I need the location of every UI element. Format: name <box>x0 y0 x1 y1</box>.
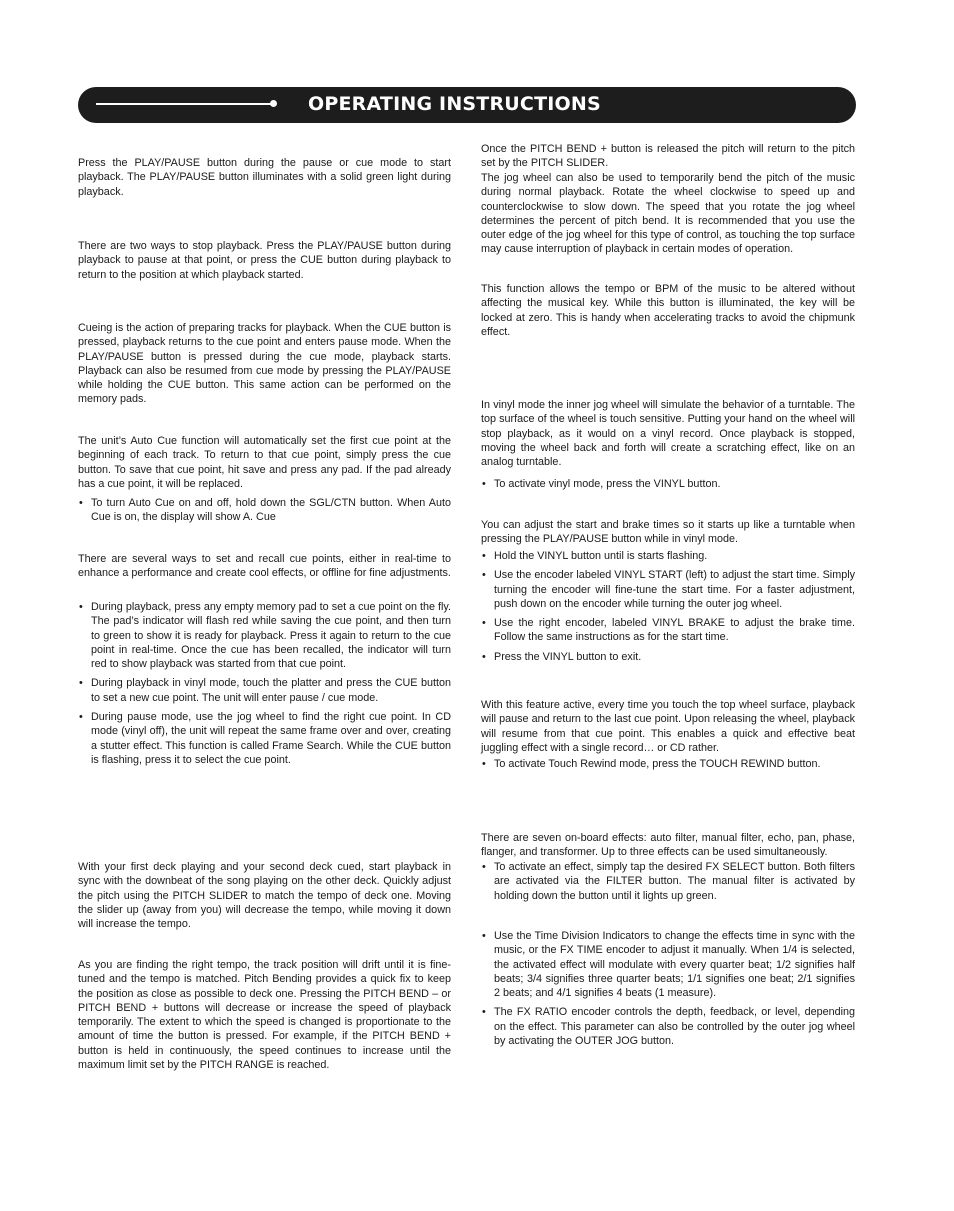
list-item: • Hold the VINYL button until is starts flashing. <box>481 549 855 563</box>
list-item: • The FX RATIO encoder controls the depth, feedback, or level, depending on the effect. This parameter can also be controlled by the outer jog wheel by activating the OUTER JOG button. <box>481 1005 855 1048</box>
list-item: • To activate vinyl mode, press the VINYL button. <box>481 477 855 491</box>
page-title: OPERATING INSTRUCTIONS <box>308 93 601 115</box>
paragraph-pitch-bend: As you are finding the right tempo, the track position will drift until it is fine-tuned and the tempo is matched. Pitch Bending provides a quick fix to keep the position as close as possible to deck one. Pressing the PITCH BEND – or PITCH BEND + buttons will decrease or increase the speed of playback temporarily. The extent to which the speed is changed is proportionate to the amount of time the button is pressed. For example, if the PITCH BEND + button is held in continuously, the speed continues to increase until the maximum limit set by the PITCH RANGE is reached. <box>78 959 451 1072</box>
paragraph-touch-rewind: With this feature active, every time you touch the top wheel surface, playback will pause and return to the last cue point. Upon releasing the wheel, playback will resume from that cue point. This enables a quick and effective beat juggling effect with a single record… or CD rather. <box>481 699 855 754</box>
effects-bullet-list <box>481 860 855 908</box>
touch-rewind-bullet-list <box>481 757 855 776</box>
paragraph-sync: With your first deck playing and your second deck cued, start playback in sync with the downbeat of the song playing on the other deck. Quickly adjust the pitch using the PITCH SLIDER to match the tempo of deck one. Moving the slider up (away from you) will decrease the tempo, while moving it down will increase the tempo. <box>78 861 451 931</box>
start-brake-bullet-list <box>481 549 855 669</box>
list-item: • Use the Time Division Indicators to change the effects time in sync with the music, or the FX TIME encoder to adjust it manually. When 1/4 is selected, the activated effect will modulate with every quarter beat; 1/2 signifies half beats; 3/4 signifies three quarter beats; 1/1 signifies one beat; 2/1 signifies 2 beats; and 4/1 signifies 4 beats (1 measure). <box>481 929 855 1000</box>
paragraph-play: Press the PLAY/PAUSE button during the pause or cue mode to start playback. The PLAY/PAUSE button illuminates with a solid green light during playback. <box>78 157 451 198</box>
fx-controls-bullet-list <box>481 929 855 1053</box>
cue-points-bullet-list <box>78 600 451 772</box>
list-item: • During playback in vinyl mode, touch the platter and press the CUE button to set a new cue point. The unit will enter pause / cue mode. <box>78 676 451 705</box>
paragraph-vinyl: In vinyl mode the inner jog wheel will simulate the behavior of a turntable. The top surface of the wheel is touch sensitive. Putting your hand on the wheel will stop playback, as it would on a vinyl record. Once playback is stopped, moving the wheel back and forth will create a scratching effect, like on an analog turntable. <box>481 399 855 469</box>
header-decorative-line <box>96 103 274 105</box>
list-item: • During playback, press any empty memory pad to set a cue point on the fly. The pad’s indicator will flash red while saving the cue point, and then turn to green to show it is ready for playback. Press it again to return to the cue point in real-time. Once the cue has been recalled, the indicator will turn red to show playback was started from that cue point. <box>78 600 451 671</box>
list-item: • Use the right encoder, labeled VINYL BRAKE to adjust the brake time. Follow the same instructions as for the start time. <box>481 616 855 645</box>
paragraph-stop: There are two ways to stop playback. Press the PLAY/PAUSE button during playback to pause at that point, or press the CUE button during playback to return to the position at which playback started. <box>78 240 451 281</box>
paragraph-auto-cue: The unit’s Auto Cue function will automatically set the first cue point at the beginning of each track. To return to that cue point, simply press the cue button. To save that cue point, hit save and press any pad. If the pad already has a cue point, it will be replaced. <box>78 435 451 490</box>
paragraph-cueing: Cueing is the action of preparing tracks for playback. When the CUE button is pressed, playback returns to the cue point and enters pause mode. When the PLAY/PAUSE button is pressed during the cue mode, playback starts. Playback can also be resumed from cue mode by pressing the PLAY/PAUSE while holding the CUE button. This same action can be performed on the memory pads. <box>78 322 451 406</box>
section-header-bar <box>78 87 856 123</box>
paragraph-start-brake: You can adjust the start and brake times so it starts up like a turntable when pressing the PLAY/PAUSE button while in vinyl mode. <box>481 519 855 546</box>
paragraph-key-lock: This function allows the tempo or BPM of the music to be altered without affecting the musical key. While this button is illuminated, the key will be locked at zero. This is handy when accelerating tracks to avoid the chipmunk effect. <box>481 283 855 338</box>
list-item: • During pause mode, use the jog wheel to find the right cue point. In CD mode (vinyl off), the unit will repeat the same frame over and over, creating a stutter effect. This function is called Frame Search. While the CUE button is flashing, press it to select the cue point. <box>78 710 451 767</box>
header-decorative-dot <box>270 100 277 107</box>
paragraph-cue-points: There are several ways to set and recall cue points, either in real-time to enhance a performance and create cool effects, or offline for fine adjustments. <box>78 553 451 580</box>
list-item: • To activate Touch Rewind mode, press the TOUCH REWIND button. <box>481 757 855 771</box>
paragraph-pitch-bend-continued: Once the PITCH BEND + button is released the pitch will return to the pitch set by the PITCH SLIDER. <box>481 143 855 170</box>
paragraph-jog-bend: The jog wheel can also be used to temporarily bend the pitch of the music during normal playback. Rotate the wheel clockwise to speed up and counterclockwise to slow down. The speed that you rotate the jog wheel determines the percent of pitch bend. It is recommended that you use the outer edge of the jog wheel for this type of control, as touching the top surface may cause interruption of playback in certain modes of operation. <box>481 172 855 256</box>
list-item: • Press the VINYL button to exit. <box>481 650 855 664</box>
auto-cue-bullet-list <box>78 496 451 530</box>
paragraph-effects: There are seven on-board effects: auto filter, manual filter, echo, pan, phase, flanger, and transformer. Up to three effects can be used simultaneously. <box>481 832 855 859</box>
list-item: • Use the encoder labeled VINYL START (left) to adjust the start time. Simply turning the encoder will fine-tune the start time. For a faster adjustment, push down on the encoder while turning the outer jog wheel. <box>481 568 855 611</box>
list-item: • To turn Auto Cue on and off, hold down the SGL/CTN button. When Auto Cue is on, the display will show A. Cue <box>78 496 451 525</box>
vinyl-bullet-list <box>481 477 855 496</box>
list-item: • To activate an effect, simply tap the desired FX SELECT button. Both filters are activated via the FILTER button. The manual filter is activated by holding down the button until it lights up green. <box>481 860 855 903</box>
